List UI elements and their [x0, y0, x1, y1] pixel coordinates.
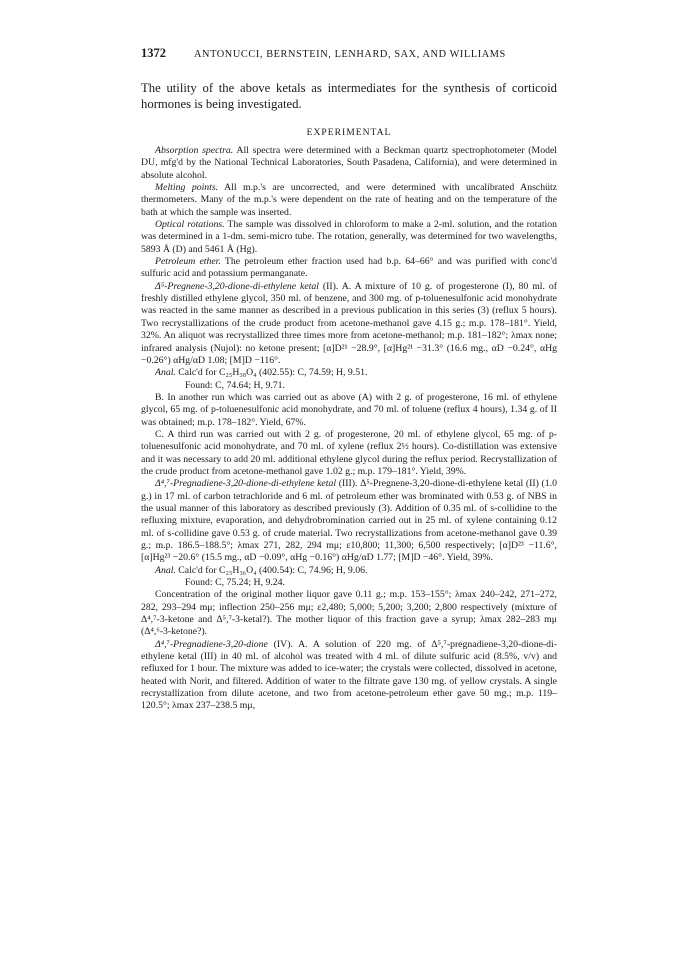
paragraph-lead: Optical rotations. — [155, 219, 225, 231]
experimental-paragraph — [141, 380, 557, 392]
experimental-paragraph — [141, 589, 557, 638]
paragraph-text: (III). Δ⁵-Pregnene-3,20-dione-di-ethylene ketal (II) (1.0 g.) in 17 ml. of carbon tetrachloride and 6 ml. of petroleum ether was brominated with 0.53 g. of NBS in the usual manner of this laboratory as described previously (3). Addition of 0.35 ml. of s-collidine to the refluxing mixture, evaporation, and dehydrobromination carried out in 25 ml. of xylene containing 0.12 ml. of s-collidine gave 0.53 g. of crude material. Two recrystallizations from acetone-methanol gave 0.39 g.; m.p. 186.5–188.5°; λmax 271, 282, 294 mμ; ε10,800; 11,300; 6,500 respectively; [α]D²³ −11.6°, [α]Hg²³ −20.6° (15.5 mg., αD −0.09°, αHg −0.16°) αHg/αD 1.77; [M]D −46°. Yield, 39%. — [141, 478, 557, 564]
section-title: EXPERIMENTAL — [306, 127, 392, 138]
paragraph-text: The sample was dissolved in chloroform to make a 2-ml. solution, and the rotation was determined in a 1-dm. semi-micro tube. The rotation, generally, was determined for two wavelengths, 5893 Å (D) and 5461 Å (Hg). — [141, 219, 557, 255]
experimental-paragraph — [141, 182, 557, 219]
paragraph-text: Found: C, 74.64; H, 9.71. — [185, 379, 285, 391]
paragraph-lead: Petroleum ether. — [155, 256, 221, 268]
paragraph-lead: Absorption spectra. — [155, 145, 234, 156]
experimental-body — [141, 145, 557, 713]
experimental-paragraph — [141, 429, 557, 478]
paragraph-text: Concentration of the original mother liquor gave 0.11 g.; m.p. 153–155°; λmax 240–242, 271–272, 282, 293–294 mμ; inflection 250–256 mμ; ε2,480; 5,000; 5,200; 3,200; 2,800 respectively (mixture of Δ⁴,⁷-3-ketone and Δ⁵,⁷-3-ketal?). The mother liquor of this fraction gave a syrup; λmax 282–283 mμ (Δ⁴,⁶-3-ketone?). — [141, 589, 557, 638]
paragraph-lead: Anal. — [155, 564, 176, 576]
paragraph-text: (IV). A. A solution of 220 mg. of Δ⁵,⁷-pregnadiene-3,20-dione-di-ethylene ketal (III) in 40 ml. of alcohol was treated with 4 ml. of dilute sulfuric acid (8.5%, v/v) and refluxed for 1 hour. The mixture was added to ice-water; the crystals were collected, dissolved in acetone, heated with Norit, and filtered. Addition of water to the filtrate gave 130 mg. of yellow crystals. A single recrystallization from dilute acetone, and two from acetone-petroleum ether gave 50 mg.; m.p. 119–120.5°; λmax 237–238.5 mμ, — [141, 638, 557, 712]
paragraph-text: The petroleum ether fraction used had b.p. 64–66° and was purified with conc'd sulfuric acid and potassium permanganate. — [141, 256, 557, 280]
paragraph-text: Calc'd for C₂₅H₃₈O₄ (402.55): C, 74.59; H, 9.51. — [175, 367, 368, 379]
page-number: 1372 — [141, 46, 166, 60]
paragraph-lead: Anal. — [155, 367, 176, 379]
intro-paragraph: The utility of the above ketals as intermediates for the synthesis of corticoid hormones is being investigated. — [141, 81, 557, 111]
experimental-paragraph — [141, 577, 557, 589]
experimental-paragraph — [141, 281, 557, 367]
paragraph-text: Calc'd for C₂₅H₃₆O₄ (400.54): C, 74.96; H, 9.06. — [175, 564, 368, 576]
experimental-paragraph — [141, 639, 557, 713]
experimental-paragraph — [141, 565, 557, 577]
paragraph-text: All spectra were determined with a Beckman quartz spectrophotometer (Model DU, mfg'd by the National Technical Laboratories, South Pasadena, California), and were determined in absolute alcohol. — [141, 145, 557, 181]
experimental-paragraph — [141, 219, 557, 256]
paragraph-lead: Δ⁴,⁷-Pregnadiene-3,20-dione-di-ethylene ketal — [155, 478, 337, 490]
paragraph-text: B. In another run which was carried out as above (A) with 2 g. of progesterone, 16 ml. of ethylene glycol, 65 mg. of p-toluenesulfonic acid monohydrate, and 70 ml. of toluene (reflux 4 hours), 1.34 g. of II was obtained; m.p. 178–182°. Yield, 67%. — [141, 391, 557, 428]
experimental-paragraph — [141, 392, 557, 429]
running-head-authors: ANTONUCCI, BERNSTEIN, LENHARD, SAX, AND WILLIAMS — [194, 49, 506, 60]
paragraph-lead: Δ⁴,⁷-Pregnadiene-3,20-dione — [155, 638, 268, 650]
page-header — [141, 46, 557, 61]
paragraph-text: C. A third run was carried out with 2 g. of progesterone, 20 ml. of ethylene glycol, 65 mg. of p-toluenesulfonic acid monohydrate, and 70 ml. of xylene (reflux 2½ hours). Co-distillation was extensive and it was necessary to add 20 ml. additional ethylene glycol during the reflux period. Recrystallization of the crude product from acetone-methanol gave 1.02 g.; m.p. 179–181°. Yield, 39%. — [141, 428, 557, 477]
experimental-paragraph — [141, 478, 557, 564]
paragraph-text: All m.p.'s are uncorrected, and were determined with uncalibrated Anschütz thermometers. Many of the m.p.'s were dependent on the rate of heating and on the temperature of the bath at which the sample was inserted. — [141, 182, 557, 218]
paragraph-text: (II). A. A mixture of 10 g. of progesterone (I), 80 ml. of freshly distilled ethylene glycol, 350 ml. of benzene, and 300 mg. of p-toluenesulfonic acid monohydrate was reacted in the same manner as described in a previous publication in this series (3) (reflux 5 hours). Two recrystallizations of the crude product from acetone-methanol gave 4.15 g.; m.p. 178–181°. Yield, 32%. An aliquot was recrystallized three times more from acetone-methanol; m.p. 181–182°; λmax none; infrared analysis (Nujol): no ketone present; [α]D²¹ −28.9°, [α]Hg²¹ −31.3° (16.6 mg., αD −0.24°, αHg −0.26°) αHg/αD 1.08; [M]D −116°. — [141, 280, 557, 366]
paragraph-lead: Δ⁵-Pregnene-3,20-dione-di-ethylene ketal — [155, 280, 319, 292]
paragraph-lead: Melting points. — [155, 182, 219, 194]
paragraph-text: Found: C, 75.24; H, 9.24. — [185, 577, 285, 589]
experimental-paragraph — [141, 256, 557, 281]
experimental-paragraph — [141, 367, 557, 379]
article-content — [141, 80, 557, 713]
experimental-paragraph — [141, 145, 557, 182]
